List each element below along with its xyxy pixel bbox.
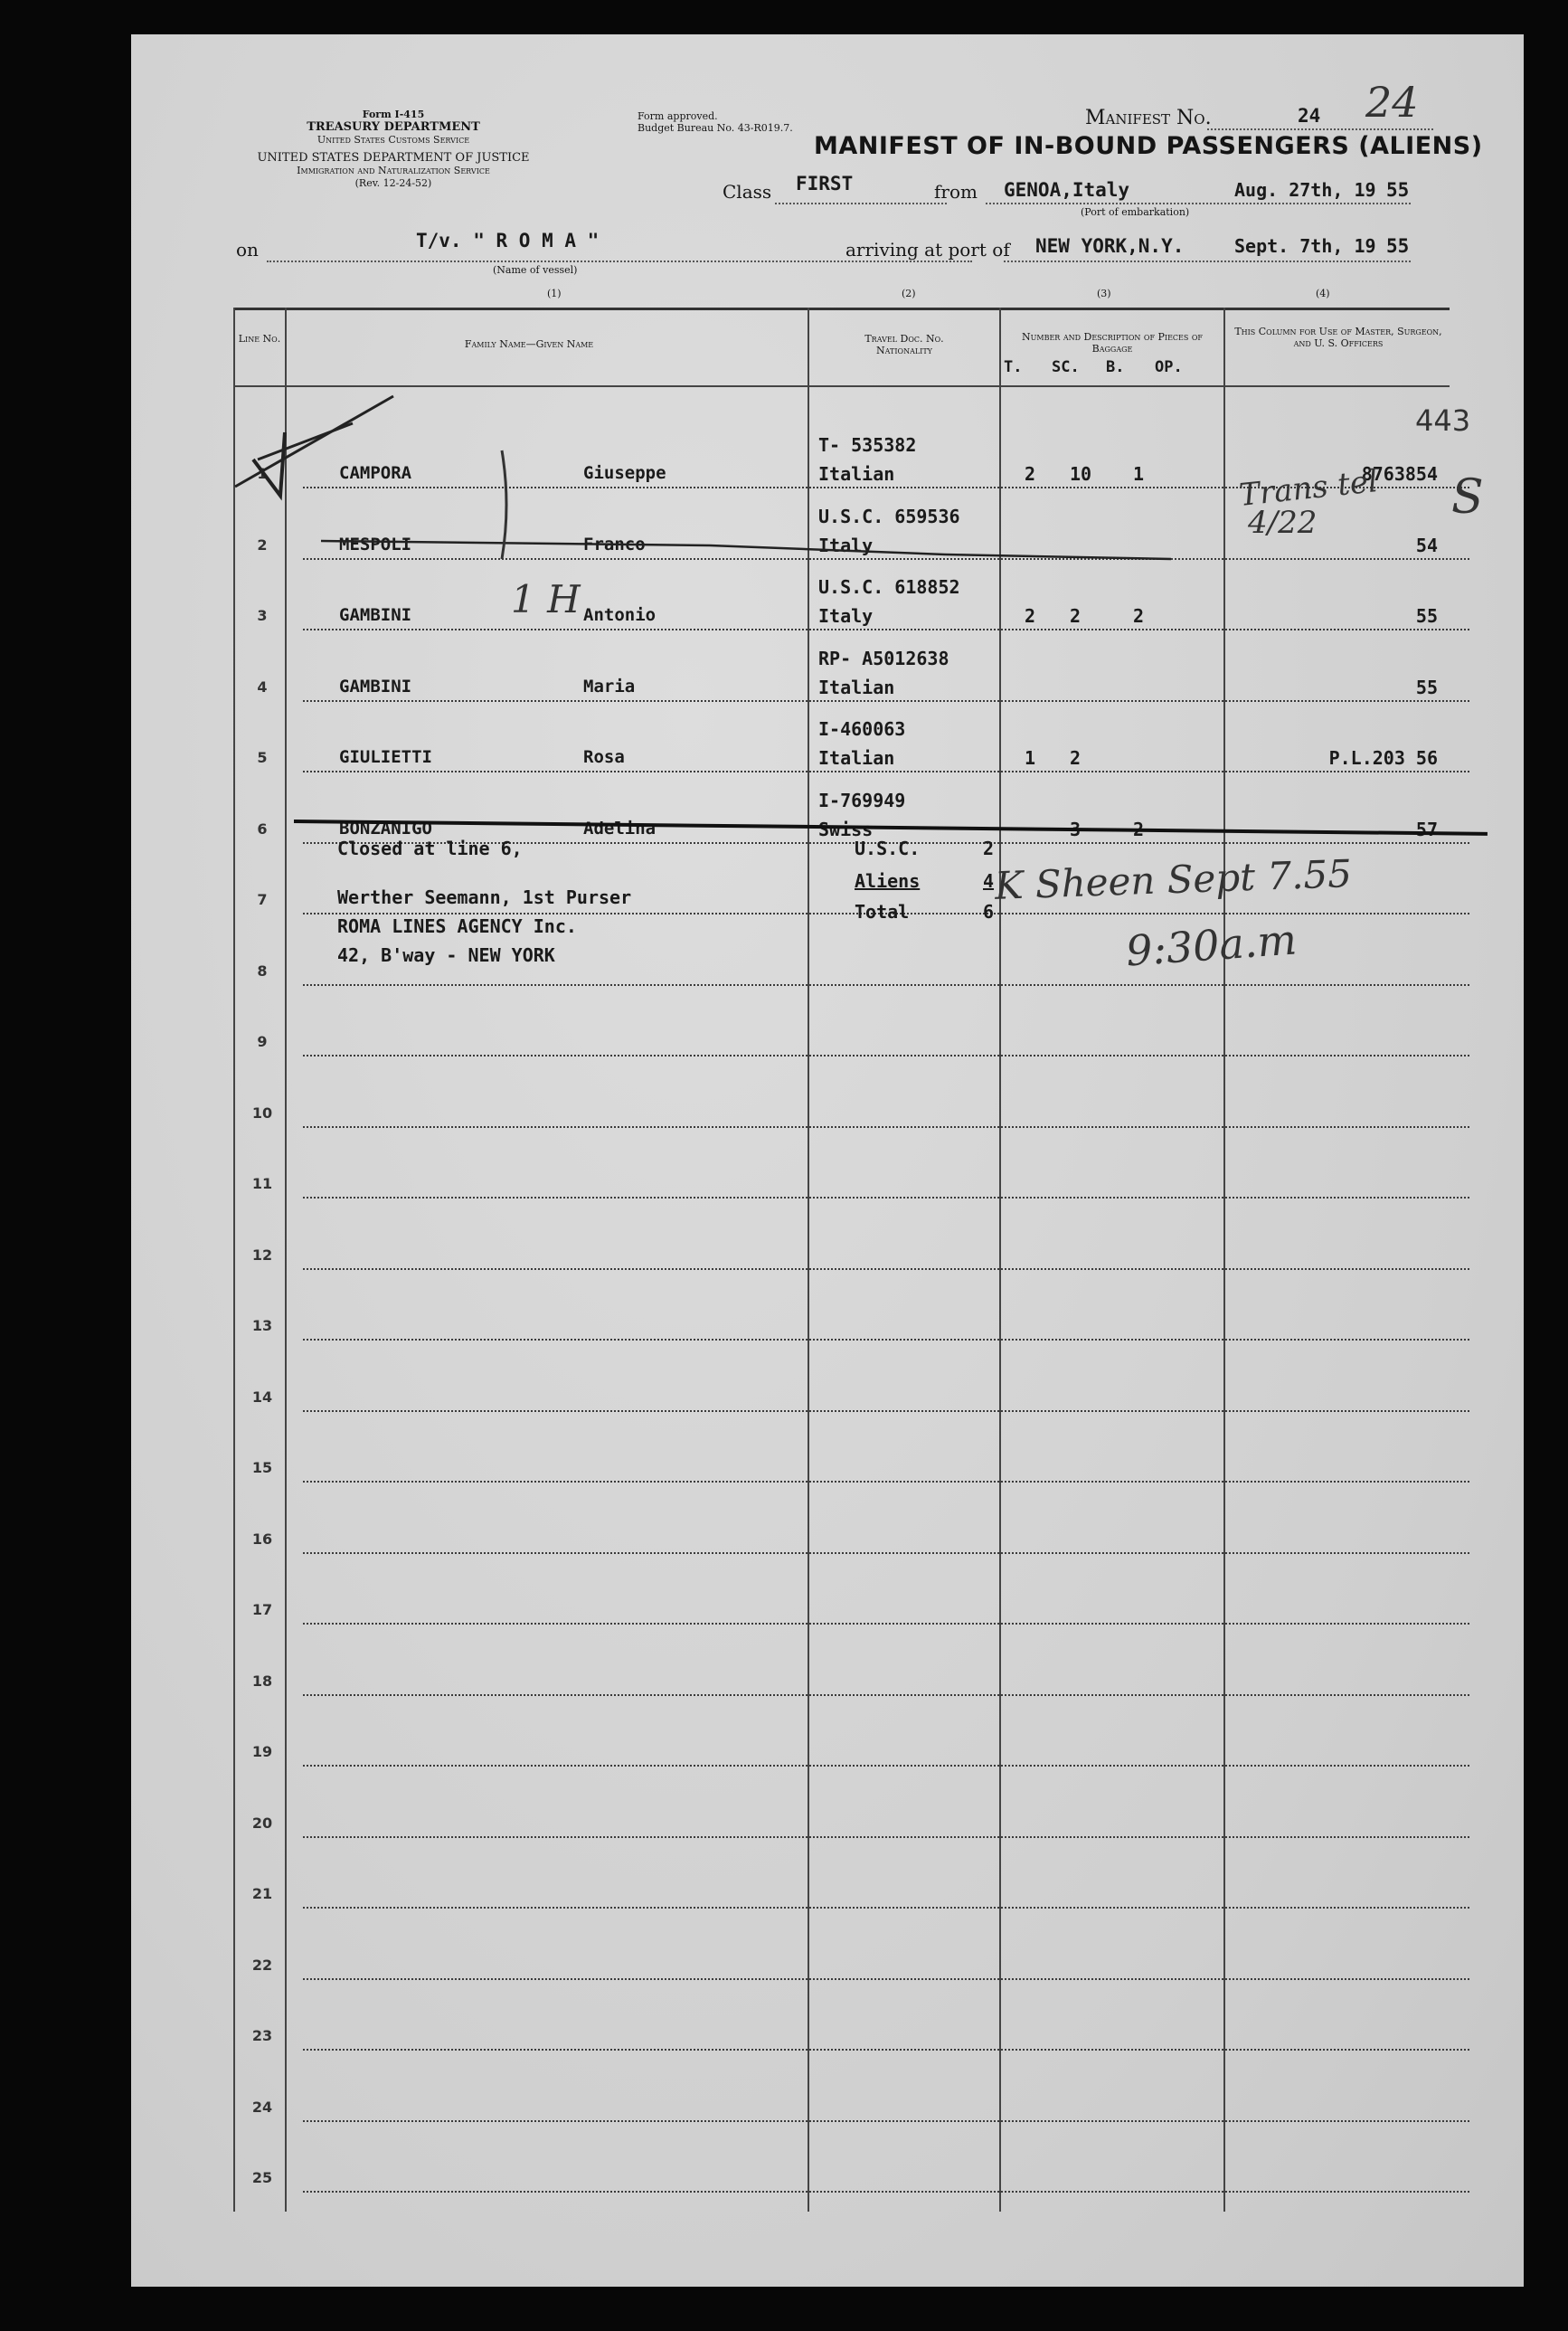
passenger-travel-doc: T- 535382 xyxy=(818,434,917,456)
row-rule xyxy=(303,1126,1469,1128)
row-rule xyxy=(303,2191,1469,2193)
line-number: 8 xyxy=(257,962,268,980)
passenger-given-name: Antonio xyxy=(583,605,656,625)
passenger-nationality: Italy xyxy=(818,605,874,627)
row-rule xyxy=(303,1481,1469,1483)
passenger-travel-doc: I-460063 xyxy=(818,718,906,740)
handwritten-1h: 1 H xyxy=(511,577,581,621)
passenger-travel-doc: RP- A5012638 xyxy=(818,647,949,669)
from-value: GENOA,Italy xyxy=(1004,179,1130,201)
usc-value: 2 xyxy=(983,838,995,859)
passenger-given-name: Giuseppe xyxy=(583,463,666,483)
line-number: 16 xyxy=(251,1530,273,1548)
handwritten-inspector-signature: K Sheen Sept 7.55 xyxy=(994,851,1353,908)
line-number: 12 xyxy=(251,1246,273,1264)
header-name: Family Name—Given Name xyxy=(464,338,594,350)
baggage-suitcases: 10 xyxy=(1070,463,1092,485)
line-number: 17 xyxy=(251,1601,273,1618)
officer-note: 55 xyxy=(1415,676,1438,698)
baggage-trunks: 2 xyxy=(1025,463,1036,485)
baggage-trunks: 1 xyxy=(1025,747,1036,769)
ins-service: Immigration and Naturalization Service xyxy=(297,165,490,176)
line-number: 18 xyxy=(251,1672,273,1690)
column-number-4: (4) xyxy=(1316,288,1330,299)
justice-dept: UNITED STATES DEPARTMENT OF JUSTICE xyxy=(257,151,530,165)
line-number: 1 xyxy=(257,465,268,482)
handwritten-trans-tel: Trans tel xyxy=(1237,463,1380,514)
handwritten-443: 443 xyxy=(1415,403,1471,438)
baggage-trunks: 2 xyxy=(1025,605,1036,627)
closing-line-1: Closed at line 6, xyxy=(337,838,523,859)
strike-marks xyxy=(131,34,1524,1029)
vessel-name-label: (Name of vessel) xyxy=(493,264,578,276)
officer-note: 54 xyxy=(1415,534,1438,556)
passenger-nationality: Italy xyxy=(818,534,874,556)
manifest-no-handwritten: 24 xyxy=(1365,78,1419,127)
column-number-3: (3) xyxy=(1097,288,1111,299)
line-number: 13 xyxy=(251,1317,273,1334)
baggage-suitcases: 3 xyxy=(1070,818,1082,840)
row-rule xyxy=(303,1623,1469,1625)
aliens-label: Aliens xyxy=(855,870,921,892)
officer-note: 57 xyxy=(1415,818,1438,840)
line-number: 11 xyxy=(251,1175,273,1192)
line-number: 24 xyxy=(251,2098,273,2116)
form-approved: Form approved. xyxy=(638,110,718,122)
total-label: Total xyxy=(855,901,910,923)
row-rule xyxy=(303,1197,1469,1199)
line-number: 25 xyxy=(251,2169,273,2186)
row-rule xyxy=(303,1836,1469,1838)
passenger-given-name: Maria xyxy=(583,676,636,696)
from-label: from xyxy=(934,181,978,203)
row-rule xyxy=(303,1410,1469,1412)
officer-note: 55 xyxy=(1415,605,1438,627)
header-bag-sc: SC. xyxy=(1052,358,1080,376)
row-rule xyxy=(303,1268,1469,1270)
form-number: Form I-415 xyxy=(362,109,425,120)
line-number: 22 xyxy=(251,1956,273,1974)
passenger-family-name: GAMBINI xyxy=(339,676,412,696)
passenger-nationality: Italian xyxy=(818,676,895,698)
header-line-no: Line No. xyxy=(238,333,281,345)
row-rule xyxy=(303,1339,1469,1341)
total-value: 6 xyxy=(983,901,995,923)
closing-line-2: Werther Seemann, 1st Purser xyxy=(337,886,632,908)
line-number: 15 xyxy=(251,1459,273,1476)
passenger-family-name: CAMPORA xyxy=(339,463,412,483)
passenger-given-name: Franco xyxy=(583,534,646,554)
port-embarkation-label: (Port of embarkation) xyxy=(1081,206,1190,218)
passenger-nationality: Italian xyxy=(818,463,895,485)
manifest-title: MANIFEST OF IN-BOUND PASSENGERS (ALIENS) xyxy=(814,132,1483,160)
line-number: 19 xyxy=(251,1743,273,1760)
row-rule xyxy=(303,1055,1469,1057)
passenger-family-name: GIULIETTI xyxy=(339,747,432,767)
handwritten-time: 9:30a.m xyxy=(1124,914,1299,976)
row-rule xyxy=(303,1978,1469,1980)
passenger-given-name: Adelina xyxy=(583,818,656,839)
passenger-nationality: Swiss xyxy=(818,818,874,840)
customs-service: United States Customs Service xyxy=(316,134,470,146)
arrival-date: Sept. 7th, 19 xyxy=(1234,235,1376,257)
passenger-family-name: MESPOLI xyxy=(339,534,412,554)
row-rule xyxy=(303,1552,1469,1554)
header-baggage: Number and Description of Pieces of Baggage xyxy=(1022,331,1203,355)
column-number-2: (2) xyxy=(902,288,916,299)
line-number: 3 xyxy=(257,607,268,624)
passenger-travel-doc: U.S.C. 618852 xyxy=(818,576,960,598)
line-number: 14 xyxy=(251,1388,273,1406)
aliens-value: 4 xyxy=(983,870,995,892)
handwritten-s: S xyxy=(1451,470,1484,525)
manifest-no-value: 24 xyxy=(1298,105,1321,127)
header-travel-doc: Travel Doc. No. Nationality xyxy=(864,333,944,356)
budget-bureau: Budget Bureau No. 43-R019.7. xyxy=(638,122,793,134)
officer-note: P.L.203 56 xyxy=(1328,747,1438,769)
line-number: 9 xyxy=(257,1033,268,1050)
header-officers: This Column for Use of Master, Surgeon, and U. S. Officers xyxy=(1234,326,1442,349)
baggage-bags: 2 xyxy=(1133,818,1145,840)
usc-label: U.S.C. xyxy=(855,838,921,859)
handwritten-trans-date: 4/22 xyxy=(1248,505,1318,541)
baggage-suitcases: 2 xyxy=(1070,747,1082,769)
header-bag-op: OP. xyxy=(1155,358,1183,376)
baggage-bags: 1 xyxy=(1133,463,1145,485)
line-number: 21 xyxy=(251,1885,273,1902)
line-number: 4 xyxy=(257,678,268,696)
line-number: 7 xyxy=(257,891,268,908)
baggage-suitcases: 2 xyxy=(1070,605,1082,627)
passenger-given-name: Rosa xyxy=(583,747,625,767)
officer-note: 8763854 xyxy=(1361,463,1438,485)
header-bag-t: T. xyxy=(1004,358,1023,376)
line-number: 10 xyxy=(251,1104,273,1122)
row-rule xyxy=(303,2120,1469,2122)
passenger-nationality: Italian xyxy=(818,747,895,769)
departure-year: 55 xyxy=(1386,179,1410,201)
line-number: 5 xyxy=(257,749,268,766)
departure-date: Aug. 27th, 19 xyxy=(1234,179,1376,201)
header-bag-b: B. xyxy=(1106,358,1125,376)
column-number-1: (1) xyxy=(547,288,562,299)
row-rule xyxy=(303,1765,1469,1767)
manifest-no-label: Manifest No. xyxy=(1085,107,1212,129)
treasury-dept: TREASURY DEPARTMENT xyxy=(307,120,480,134)
row-rule xyxy=(303,1694,1469,1696)
revision-date: (Rev. 12-24-52) xyxy=(354,177,432,189)
line-number: 20 xyxy=(251,1814,273,1832)
vessel-name: T/v. " R O M A " xyxy=(416,230,600,251)
arriving-label: arriving at port of xyxy=(845,239,1010,261)
on-label: on xyxy=(236,239,259,261)
row-rule xyxy=(303,1907,1469,1909)
passenger-family-name: GAMBINI xyxy=(339,605,412,625)
passenger-travel-doc: I-769949 xyxy=(818,789,906,811)
closing-line-3: ROMA LINES AGENCY Inc. xyxy=(337,915,577,937)
line-number: 23 xyxy=(251,2027,273,2044)
arrival-year: 55 xyxy=(1386,235,1410,257)
class-label: Class xyxy=(723,181,772,203)
arrival-port: NEW YORK,N.Y. xyxy=(1035,235,1185,257)
baggage-bags: 2 xyxy=(1133,605,1145,627)
line-number: 6 xyxy=(257,820,268,838)
row-rule xyxy=(303,2049,1469,2051)
passenger-family-name: BONZANIGO xyxy=(339,818,432,839)
manifest-sheet xyxy=(131,34,1524,2287)
passenger-travel-doc: U.S.C. 659536 xyxy=(818,505,960,527)
line-number: 2 xyxy=(257,535,268,554)
closing-line-4: 42, B'way - NEW YORK xyxy=(337,944,555,966)
class-value: FIRST xyxy=(796,173,854,194)
